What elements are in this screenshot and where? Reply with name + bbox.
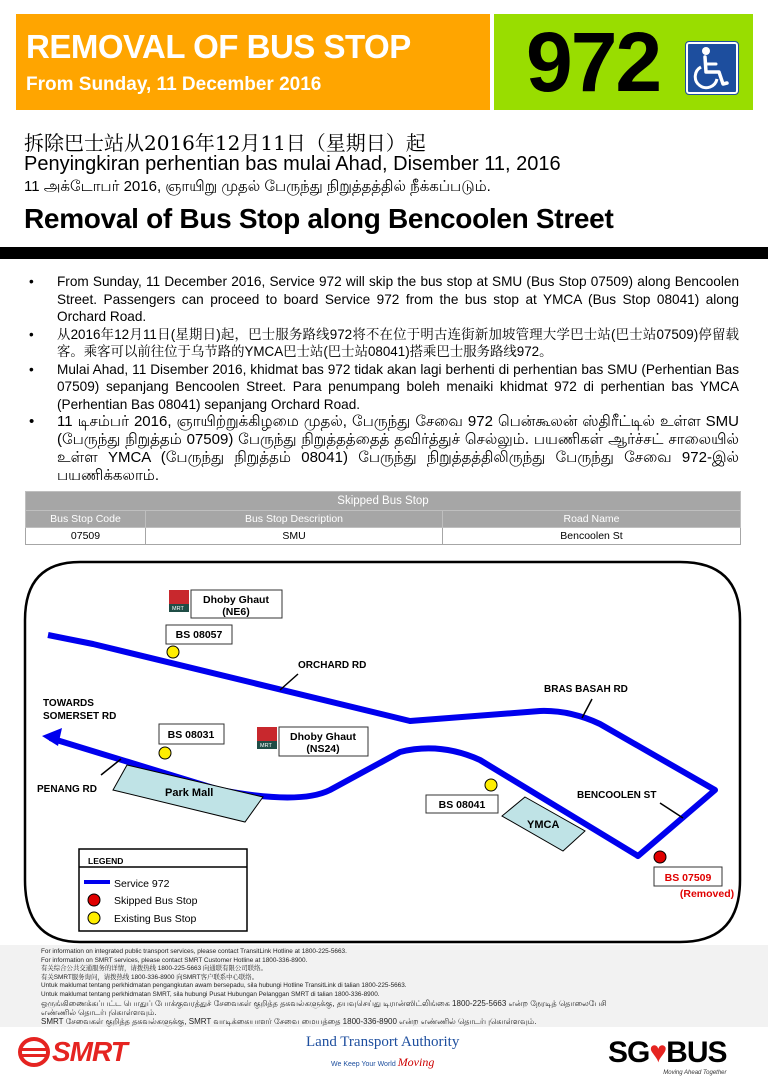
towards-label: TOWARDS xyxy=(43,698,94,709)
somerset-rd-label: SOMERSET RD xyxy=(43,711,117,722)
cell-code: 07509 xyxy=(26,528,146,545)
penang-rd-label: PENANG RD xyxy=(37,784,98,795)
existing-stop-icon xyxy=(485,779,497,791)
svg-text:MRT: MRT xyxy=(172,606,184,612)
existing-stop-icon xyxy=(159,747,171,759)
map-legend xyxy=(79,849,247,931)
divider-bar xyxy=(0,247,768,259)
svg-text:(NS24): (NS24) xyxy=(306,743,340,755)
svg-text:Dhoby Ghaut: Dhoby Ghaut xyxy=(290,731,356,743)
svg-text:Service 972: Service 972 xyxy=(114,878,170,890)
existing-stop-icon xyxy=(88,912,100,924)
logo-bar xyxy=(0,1030,768,1087)
bus-stop-08031 xyxy=(159,724,224,759)
mrt-station-ne6 xyxy=(169,590,282,618)
svg-text:BS 07509: BS 07509 xyxy=(664,872,712,884)
route-map xyxy=(0,556,768,946)
footer-line: ஒருங்கிணைக்கப்பட்ட பொதுப் போக்குவரத்துச் சேவைகள் குறித்த தகவல்களுக்கு, தயவுசெய்து டிரான்ஸிட்லிங்கை 1800-225-5663 என்ற நேரடித் தொலைபேசி எண்ணில் தொடர்புகொள்ளவும். xyxy=(41,999,607,1017)
title-malay: Penyingkiran perhentian bas mulai Ahad, Disember 11, 2016 xyxy=(24,153,561,175)
cell-description: SMU xyxy=(146,528,443,545)
svg-text:MRT: MRT xyxy=(260,743,272,749)
bencoolen-st-label: BENCOOLEN ST xyxy=(577,790,657,801)
footer-line: SMRT சேவைகள் குறித்த தகவல்களுக்கு, SMRT வாடிக்கையாளர் சேவை மையத்தை 1800-336-8900 என்ற எண்ணில் தொடர்புகொள்ளவும். xyxy=(41,1017,537,1026)
footer-line: For information on SMRT services, please contact SMRT Customer Hotline at 1800-336-8900. xyxy=(41,956,308,964)
effective-date: From Sunday, 11 December 2016 xyxy=(26,74,322,95)
notice-title: REMOVAL OF BUS STOP xyxy=(26,28,411,65)
footer-line: Untuk maklumat tentang perkhidmatan SMRT, sila hubungi Pusat Hubungan Pelanggan SMRT di talian 1800-336-8900. xyxy=(41,990,380,998)
table-row xyxy=(26,528,741,545)
orchard-rd-label: ORCHARD RD xyxy=(298,660,367,671)
route-number: 972 xyxy=(526,15,661,109)
skipped-stop-icon xyxy=(654,851,666,863)
route-swatch-icon xyxy=(84,880,110,884)
bus-stop-07509 xyxy=(654,851,734,900)
svg-text:BS 08057: BS 08057 xyxy=(175,629,223,641)
footer-line: 有关SMRT服务询问，请拨热线 1800-336-8900 向SMRT客户联系中心联络。 xyxy=(41,973,259,981)
park-mall-label: Park Mall xyxy=(165,787,214,799)
bullet-chinese: • 从2016年12月11日(星期日)起，巴士服务路线972将不在位于明古连街新加坡管理大学巴士站(巴士站07509)停留载客。乘客可以前往位于乌节路的YMCA巴士站(巴士站08041)搭乘巴士服务路线972。 xyxy=(24,326,739,361)
header-description: Bus Stop Description xyxy=(146,511,443,528)
sgbus-logo: SG♥BUS Moving Ahead Together xyxy=(608,1036,727,1076)
notice-banner xyxy=(16,14,490,110)
footer-line: Untuk maklumat tentang perkhidmatan pengangkutan awam bersepadu, sila hubungi Hotline TransitLink di talian 1800-225-5663. xyxy=(41,982,407,989)
svg-text:Dhoby Ghaut: Dhoby Ghaut xyxy=(203,594,269,606)
footer-line: For information on integrated public transport services, please contact TransitLink Hotline at 1800-225-5663. xyxy=(41,948,347,955)
title-tamil: 11 அக்டோபர் 2016, ஞாயிறு முதல் பேருந்து நிறுத்தத்தில் நீக்கப்படும். xyxy=(24,178,491,195)
svg-text:Skipped Bus Stop: Skipped Bus Stop xyxy=(114,895,198,907)
lta-logo: Land Transport Authority We Keep Your World Moving xyxy=(306,1034,460,1069)
heart-icon: ♥ xyxy=(649,1036,667,1069)
footer-text xyxy=(41,948,641,1026)
svg-text:(NE6): (NE6) xyxy=(222,606,250,618)
main-title: Removal of Bus Stop along Bencoolen Street xyxy=(24,203,614,234)
notice-bullets xyxy=(24,273,739,485)
smrt-emblem-icon xyxy=(18,1037,50,1067)
mrt-icon xyxy=(169,590,189,604)
existing-stop-icon xyxy=(167,646,179,658)
svg-text:BS 08041: BS 08041 xyxy=(438,799,486,811)
mrt-station-ns24 xyxy=(257,727,368,756)
bus-stop-08057 xyxy=(166,625,232,658)
svg-text:Existing Bus Stop: Existing Bus Stop xyxy=(114,913,197,925)
bus-stop-08041 xyxy=(426,779,498,813)
svg-text:LEGEND: LEGEND xyxy=(88,856,124,866)
skipped-stop-table xyxy=(25,491,741,545)
svg-text:BS 08031: BS 08031 xyxy=(167,729,215,741)
skipped-stop-icon xyxy=(88,894,100,906)
svg-text:(Removed): (Removed) xyxy=(679,888,735,900)
header-code: Bus Stop Code xyxy=(26,511,146,528)
table-caption: Skipped Bus Stop xyxy=(26,492,741,511)
wheelchair-icon xyxy=(686,42,738,94)
bullet-malay: • Mulai Ahad, 11 Disember 2016, khidmat bas 972 tidak akan lagi berhenti di perhentian bas SMU (Perhentian Bas 07509) sepanjang Bencoolen Street. Para penumpang boleh menaiki khidmat 972 di perhentian bas YMCA (Perhentian Bas 08041) sepanjang Orchard Road. xyxy=(24,361,739,414)
bullet-tamil: • 11 டிசம்பர் 2016, ஞாயிற்றுக்கிழமை முதல், பேருந்து சேவை 972 பென்கூலன் ஸ்திரீட்டில் உள்ள SMU (பேருந்து நிறுத்தம் 07509) பேருந்து நிறுத்தத்தைத் தவிர்த்துச் செல்லும். பயணிகள் ஆர்ச்சட் சாலையில் உள்ள YMCA (பேருந்து நிறுத்தம் 08041) பேருந்து நிறுத்தத்திலிருந்து பேருந்து சேவை 972-இல் பயணிக்கலாம். xyxy=(24,413,739,485)
service-route-line xyxy=(48,635,715,856)
mrt-icon xyxy=(257,727,277,741)
title-chinese: 拆除巴士站从2016年12月11日（星期日）起 xyxy=(24,131,426,155)
ymca-label: YMCA xyxy=(527,819,560,831)
bullet-english: • From Sunday, 11 December 2016, Service 972 will skip the bus stop at SMU (Bus Stop 07509) along Bencoolen Street. Passengers can proceed to board Service 972 from the bus stop at YMCA (Bus Stop 08041) along Orchard Road. xyxy=(24,273,739,326)
bras-basah-rd-label: BRAS BASAH RD xyxy=(544,684,628,695)
footer-line: 有关综合公共交通服务的详情，请拨热线 1800-225-5663 向通联有限公司联络。 xyxy=(41,965,267,972)
route-banner xyxy=(494,14,753,110)
cell-road: Bencoolen St xyxy=(443,528,741,545)
header-road: Road Name xyxy=(443,511,741,528)
smrt-logo: SMRT xyxy=(18,1036,127,1068)
